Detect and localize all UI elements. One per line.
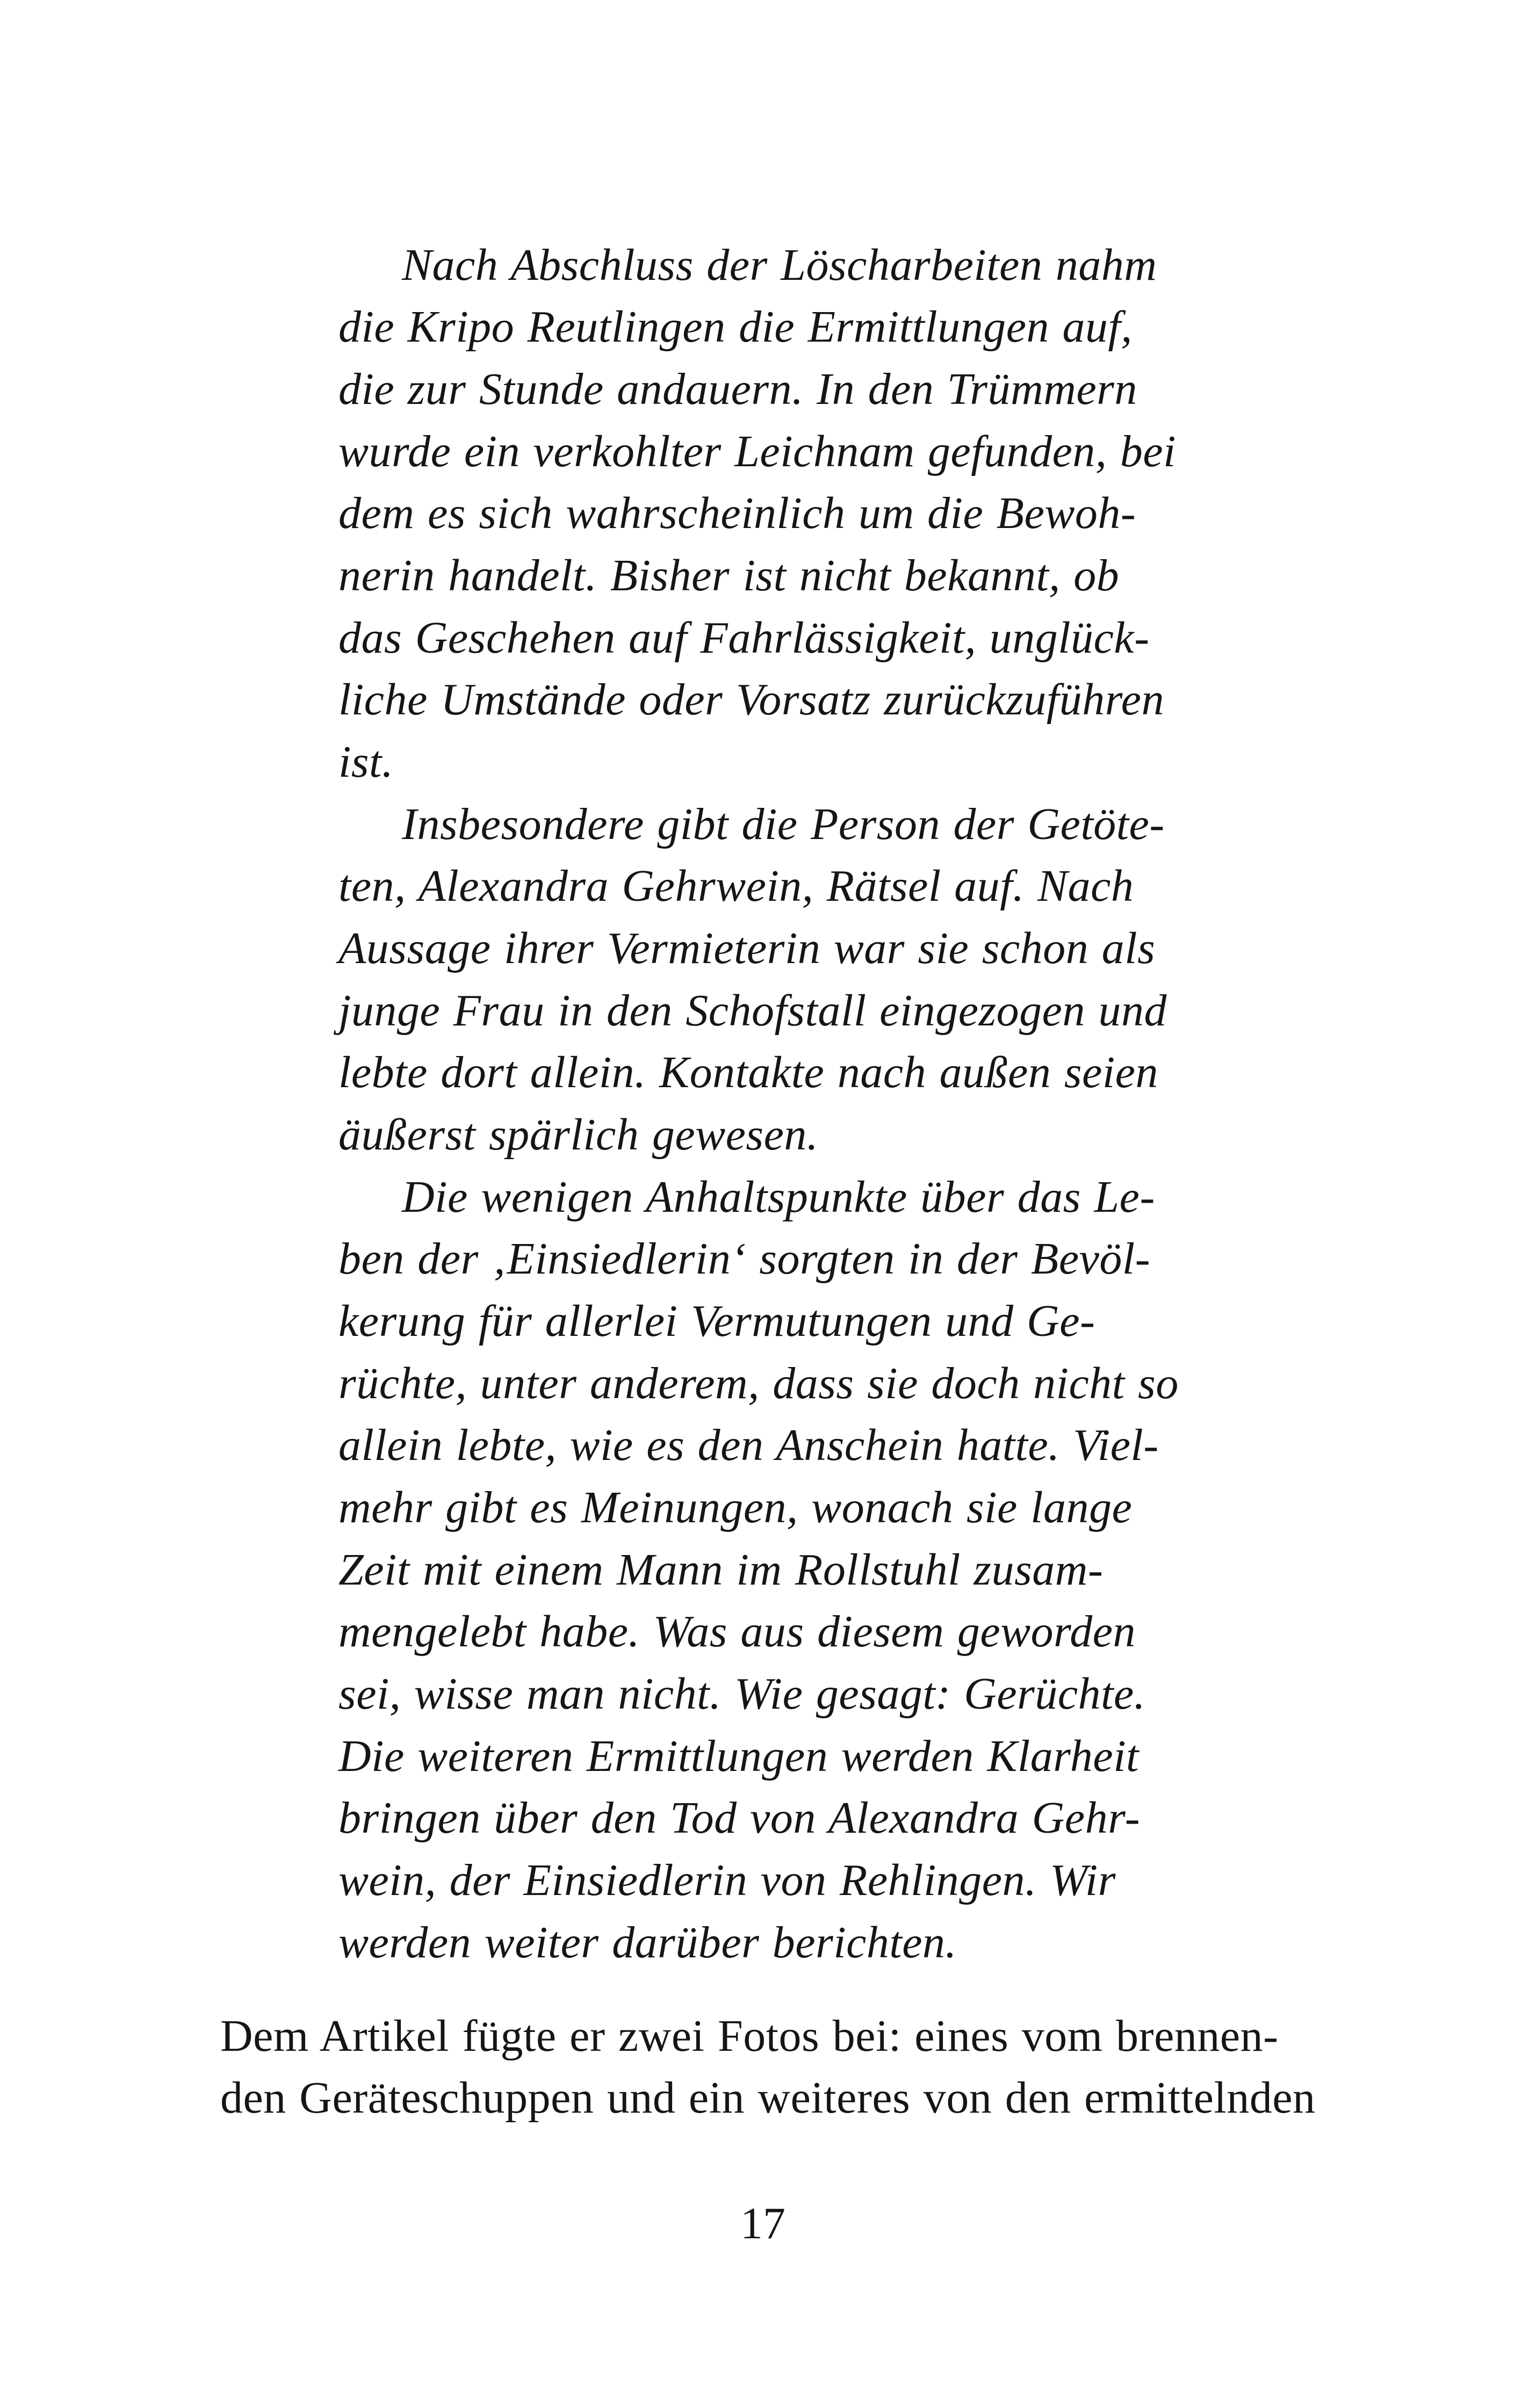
quote-p1-line-1: Nach Abschluss der Löscharbeiten nahm xyxy=(402,240,1157,290)
quote-p2-line-4: junge Frau in den Schofstall eingezogen und xyxy=(338,986,1167,1036)
quote-p1-line-2: die Kripo Reutlingen die Ermittlungen auf, xyxy=(338,302,1133,352)
quote-p1-line-6: nerin handelt. Bisher ist nicht bekannt, ob xyxy=(338,551,1120,601)
quote-p3-line-3: kerung für allerlei Vermutungen und Ge- xyxy=(338,1296,1095,1346)
quote-p1-line-7: das Geschehen auf Fahrlässigkeit, unglück- xyxy=(338,613,1150,663)
quote-p1-line-3: die zur Stunde andauern. In den Trümmern xyxy=(338,364,1137,414)
quote-p3-line-4: rüchte, unter anderem, dass sie doch nicht so xyxy=(338,1358,1179,1408)
quote-p1-line-4: wurde ein verkohlter Leichnam gefunden, bei xyxy=(338,426,1176,476)
quote-p2-line-6: äußerst spärlich gewesen. xyxy=(338,1110,819,1160)
quote-p2-line-1: Insbesondere gibt die Person der Getöte- xyxy=(402,799,1165,849)
quote-p3-line-6: mehr gibt es Meinungen, wonach sie lange xyxy=(338,1483,1133,1532)
quote-p3-line-1: Die wenigen Anhaltspunkte über das Le- xyxy=(402,1172,1155,1222)
quote-p1-line-9: ist. xyxy=(338,737,394,787)
quote-p3-line-8: mengelebt habe. Was aus diesem geworden xyxy=(338,1607,1136,1657)
quote-p3-line-11: bringen über den Tod von Alexandra Gehr- xyxy=(338,1793,1141,1843)
quote-p3-line-5: allein lebte, wie es den Anschein hatte. Viel- xyxy=(338,1420,1159,1470)
quote-p2-line-5: lebte dort allein. Kontakte nach außen seien xyxy=(338,1047,1158,1097)
body-line-1: Dem Artikel fügte er zwei Fotos bei: eines vom brennen- xyxy=(220,2011,1279,2061)
quote-p3-line-2: ben der ‚Einsiedlerin‘ sorgten in der Bevöl- xyxy=(338,1234,1151,1284)
quote-p1-line-8: liche Umstände oder Vorsatz zurückzuführen xyxy=(338,675,1165,725)
body-line-2: den Geräteschuppen und ein weiteres von den ermittelnden xyxy=(220,2073,1316,2123)
quote-p3-line-12: wein, der Einsiedlerin von Rehlingen. Wir xyxy=(338,1855,1116,1905)
quote-p3-line-7: Zeit mit einem Mann im Rollstuhl zusam- xyxy=(338,1545,1103,1595)
quote-p3-line-10: Die weiteren Ermittlungen werden Klarheit xyxy=(338,1731,1139,1781)
quote-p2-line-2: ten, Alexandra Gehrwein, Rätsel auf. Nach xyxy=(338,861,1134,911)
page-number: 17 xyxy=(740,2199,785,2248)
quote-p2-line-3: Aussage ihrer Vermieterin war sie schon als xyxy=(338,923,1156,973)
quote-p1-line-5: dem es sich wahrscheinlich um die Bewoh- xyxy=(338,488,1136,538)
quote-p3-line-13: werden weiter darüber berichten. xyxy=(338,1918,957,1968)
quote-p3-line-9: sei, wisse man nicht. Wie gesagt: Gerüchte. xyxy=(338,1669,1146,1719)
